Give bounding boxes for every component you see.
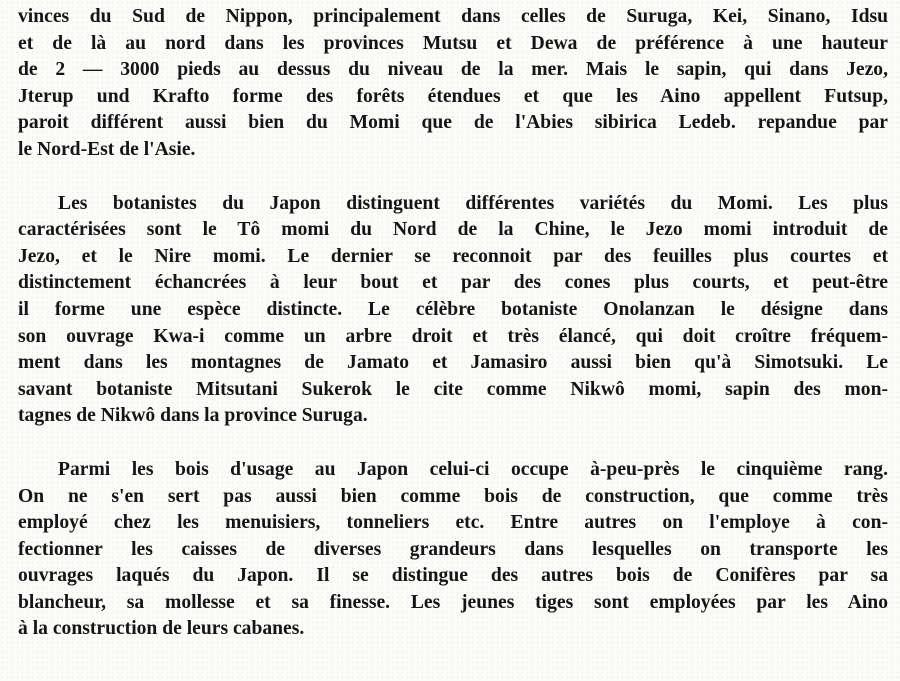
text-line: Jterup und Krafto forme des forêts étendues et que les Aino appellent Futsup, [18,85,888,107]
text-line: le Nord-Est de l'Asie. [18,138,196,160]
paragraph-1 [18,4,888,164]
text-line: ment dans les montagnes de Jamato et Jamasiro aussi bien qu'à Simotsuki. Le [18,352,888,374]
text-line: de 2 — 3000 pieds au dessus du niveau de la mer. Mais le sapin, qui dans Jezo, [18,59,888,81]
paragraph-2 [18,191,888,430]
text-line: son ouvrage Kwa-i comme un arbre droit et très élancé, qui doit croître fréquem- [18,325,888,347]
text-line: à la construction de leurs cabanes. [18,618,305,640]
text-line: distinctement échancrées à leur bout et par des cones plus courts, et peut-être [18,272,888,294]
text-line: caractérisées sont le Tô momi du Nord de la Chine, le Jezo momi introduit de [18,219,888,241]
text-line: ouvrages laqués du Japon. Il se distingue des autres bois de Conifères par sa [18,565,888,587]
paragraph-3 [18,457,888,643]
text-line: paroit différent aussi bien du Momi que de l'Abies sibirica Ledeb. repandue par [18,112,888,134]
text-line: On ne s'en sert pas aussi bien comme bois de construction, que comme très [18,485,888,507]
text-line: vinces du Sud de Nippon, principalement dans celles de Suruga, Kei, Sinano, Idsu [18,6,888,27]
text-line: fectionner les caisses de diverses grandeurs dans lesquelles on transporte les [18,538,888,560]
text-line: employé chez les menuisiers, tonneliers etc. Entre autres on l'employe à con- [18,512,888,534]
text-line: Les botanistes du Japon distinguent différentes variétés du Momi. Les plus [58,192,888,214]
text-line: il forme une espèce distincte. Le célèbre botaniste Onolanzan le désigne dans [18,298,888,320]
text-line: savant botaniste Mitsutani Sukerok le cite comme Nikwô momi, sapin des mon- [18,378,888,400]
text-line: et de là au nord dans les provinces Mutsu et Dewa de préférence à une hauteur [18,32,888,54]
text-line: Jezo, et le Nire momi. Le dernier se reconnoit par des feuilles plus courtes et [18,245,888,267]
text-line: Parmi les bois d'usage au Japon celui-ci occupe à-peu-près le cinquième rang. [58,458,888,480]
text-line: blancheur, sa mollesse et sa finesse. Les jeunes tiges sont employées par les Aino [18,591,888,613]
text-line: tagnes de Nikwô dans la province Suruga. [18,405,368,427]
